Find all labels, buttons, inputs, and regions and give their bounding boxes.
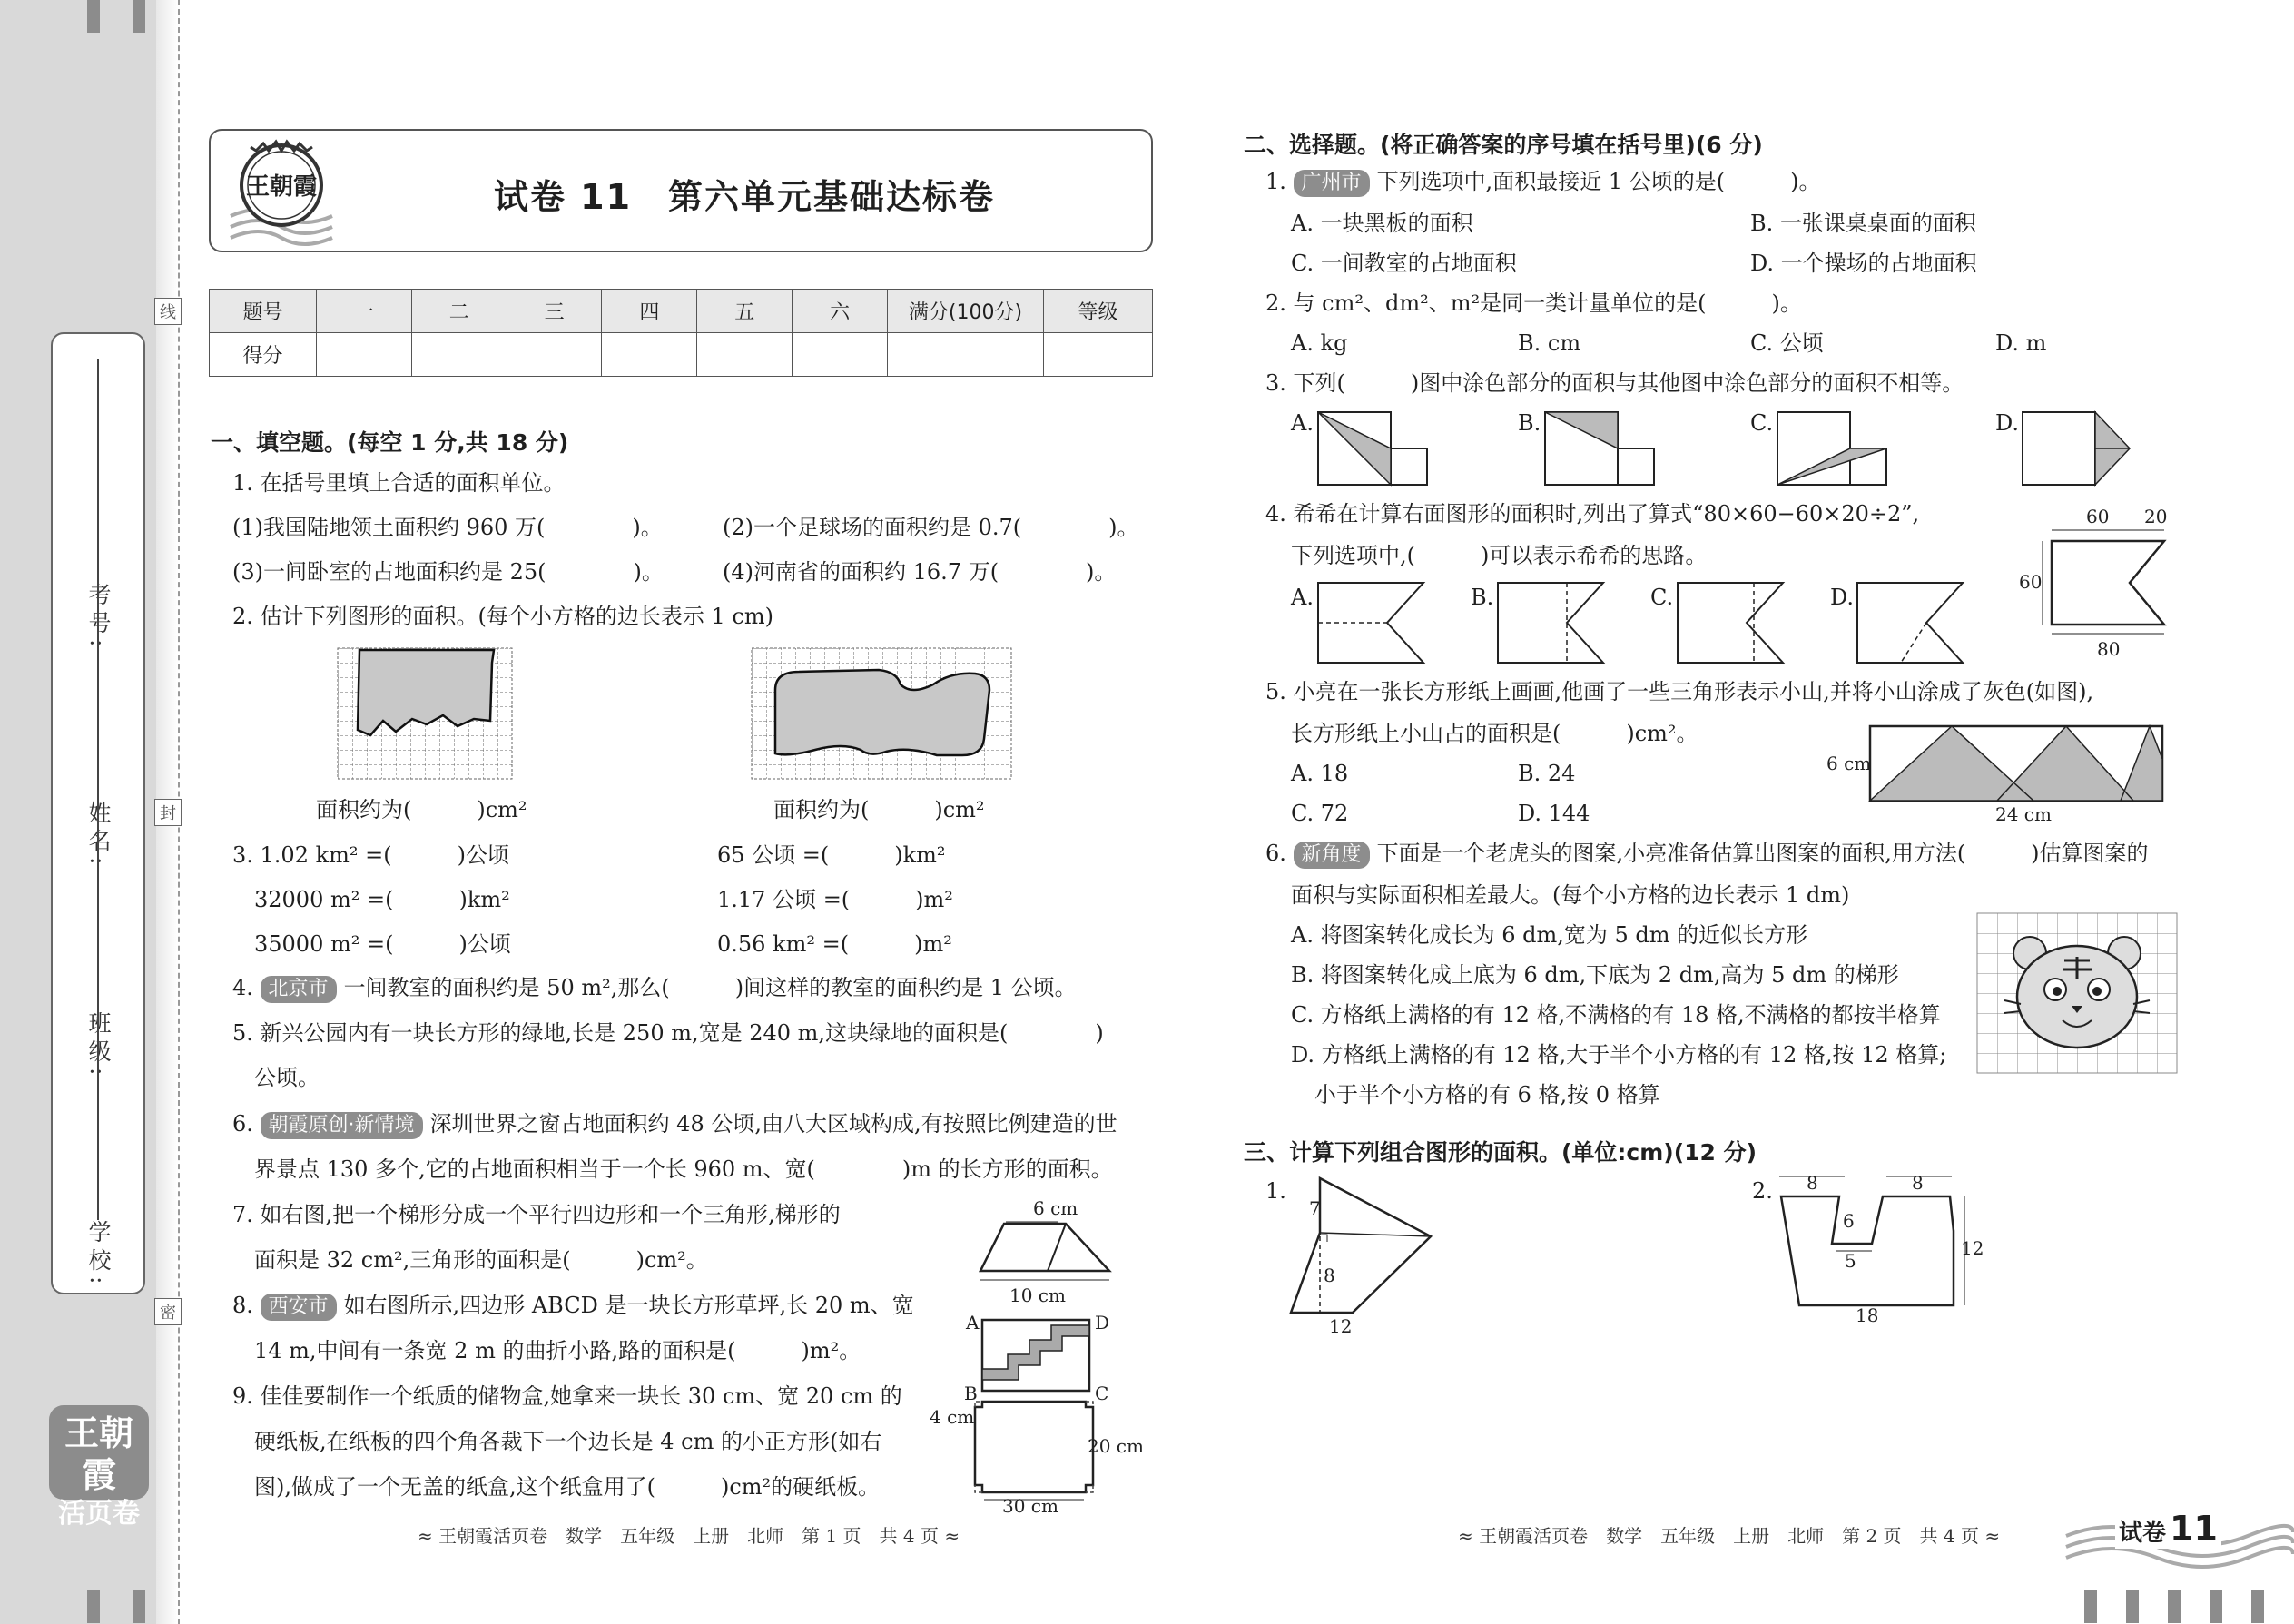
new-angle-tag: 新角度 [1294,842,1370,869]
choice-1: 1. 广州市 下列选项中,面积最接近 1 公顷的是( )。 [1265,169,1820,197]
svg-text:7: 7 [1309,1197,1321,1219]
choice-4-figure-a [1316,581,1431,666]
question-3-6: 0.56 km² =( )m² [717,931,952,957]
deco-bar [133,1590,145,1623]
section-1-title: 一、填空题。(每空 1 分,共 18 分) [211,429,569,456]
table-cell: 满分(100分) [888,290,1044,333]
svg-text:C: C [1095,1383,1109,1404]
choice-6-c[interactable]: C. 方格纸上满格的有 12 格,不满格的有 18 格,不满格的都按半格算 [1291,1002,1941,1028]
score-table-header-row [210,290,1153,333]
original-tag: 朝霞原创·新情境 [261,1112,423,1139]
region-tag: 西安市 [261,1294,337,1321]
choice-6-b[interactable]: B. 将图案转化成上底为 6 dm,下底为 2 dm,高为 5 dm 的梯形 [1291,962,1899,988]
choice-3-b[interactable]: B. [1518,410,1541,436]
problem-2-number: 2. [1752,1178,1773,1204]
table-cell: 三 [507,290,602,333]
choice-3: 3. 下列( )图中涂色部分的面积与其他图中涂色部分的面积不相等。 [1265,370,1964,396]
score-table [209,289,1153,377]
question-3-1: 3. 1.02 km² =( )公顷 [232,842,509,868]
score-input-cell[interactable] [793,333,888,377]
q2-grid-figure-1 [338,648,512,779]
choice-3-d[interactable]: D. [1995,410,2020,436]
score-input-cell[interactable] [697,333,793,377]
question-1-3: (3)一间卧室的占地面积约是 25( )。 [232,559,664,585]
choice-6-d-line-2: 小于半个小方格的有 6 格,按 0 格算 [1314,1082,1660,1107]
svg-text:6: 6 [1843,1210,1855,1232]
choice-6-line-1: 6. 新角度 下面是一个老虎头的图案,小亮准备估算出图案的面积,用方法( )估算图案的 [1265,841,2149,869]
score-input-cell[interactable] [1044,333,1153,377]
choice-5-b[interactable]: B. 24 [1518,761,1576,786]
question-6-line-1: 6. 朝霞原创·新情境 深圳世界之窗占地面积约 48 公顷,由八大区域构成,有按照比例建造的世 [232,1111,1117,1139]
svg-text:8: 8 [1912,1172,1924,1194]
question-1: 1. 在括号里填上合适的面积单位。 [232,470,566,496]
svg-text:10 cm: 10 cm [1009,1284,1066,1306]
q2-answer-2: 面积约为( )cm² [773,797,985,822]
left-page-footer: ≈ 王朝霞活页卷 数学 五年级 上册 北师 第 1 页 共 4 页 ≈ [418,1525,960,1547]
q8-rectangle-figure [962,1307,1127,1402]
choice-5-line-1: 5. 小亮在一张长方形纸上画画,他画了一些三角形表示小山,并将小山涂成了灰色(如图), [1265,679,2094,704]
class-field[interactable]: 班级: [56,781,140,1080]
svg-text:4 cm: 4 cm [930,1406,975,1428]
choice-4-figure-c [1676,581,1790,666]
region-tag: 广州市 [1294,170,1370,197]
deco-bar [2251,1590,2264,1623]
choice-4-c[interactable]: C. [1650,585,1674,610]
question-9-line-2: 硬纸板,在纸板的四个角各裁下一个边长是 4 cm 的小正方形(如右 [254,1429,882,1454]
choice-5-line-2: 长方形纸上小山占的面积是( )cm²。 [1291,721,1698,746]
choice-3-figure-c [1776,410,1890,487]
q7-trapezoid-figure [966,1196,1138,1305]
choice-2-c[interactable]: C. 公顷 [1750,330,1824,356]
choice-5-d[interactable]: D. 144 [1518,801,1590,826]
table-cell: 等级 [1044,290,1153,333]
table-cell: 六 [793,290,888,333]
seal-line-mark: 线 [154,298,182,325]
region-tag: 北京市 [261,976,337,1003]
svg-text:12: 12 [1961,1237,1984,1259]
q9-cardboard-figure [928,1398,1146,1517]
question-4: 4. 北京市 一间教室的面积约是 50 m²,那么( )间这样的教室的面积约是 1 公顷。 [232,975,1077,1003]
svg-text:B: B [964,1383,978,1404]
section-3-title: 三、计算下列组合图形的面积。(单位:cm)(12 分) [1244,1139,1757,1166]
question-6-line-2: 界景点 130 多个,它的占地面积相当于一个长 960 m、宽( )m 的长方形的面积。 [254,1156,1113,1182]
question-5-line-2: 公顷。 [254,1065,320,1090]
svg-text:20 cm: 20 cm [1088,1435,1144,1457]
choice-3-figure-b [1543,410,1658,487]
table-cell: 二 [411,290,507,333]
svg-text:5: 5 [1845,1250,1856,1272]
choice-4-reference-figure [2015,505,2175,663]
question-7-line-2: 面积是 32 cm²,三角形的面积是( )cm²。 [254,1247,708,1273]
svg-text:60: 60 [2086,506,2110,527]
choice-4-figure-b [1496,581,1610,666]
choice-6-a[interactable]: A. 将图案转化成长为 6 dm,宽为 5 dm 的近似长方形 [1291,922,1808,948]
svg-text:8: 8 [1807,1172,1818,1194]
question-7-line-1: 7. 如右图,把一个梯形分成一个平行四边形和一个三角形,梯形的 [232,1202,841,1227]
svg-text:60: 60 [2019,571,2043,593]
choice-2-a[interactable]: A. kg [1291,330,1348,356]
q2-answer-1: 面积约为( )cm² [316,797,527,822]
choice-2-d[interactable]: D. m [1995,330,2047,356]
svg-text:A: A [966,1312,980,1334]
question-2: 2. 估计下列图形的面积。(每个小方格的边长表示 1 cm) [232,604,773,629]
choice-3-c[interactable]: C. [1750,410,1774,436]
table-cell: 一 [317,290,412,333]
choice-2: 2. 与 cm²、dm²、m²是同一类计量单位的是( )。 [1265,290,1802,316]
deco-bar [2210,1590,2222,1623]
choice-1-b[interactable]: B. 一张课桌桌面的面积 [1750,211,1976,236]
choice-3-figure-d [2021,410,2135,487]
question-1-1: (1)我国陆地领土面积约 960 万( )。 [232,515,663,540]
deco-bar [2126,1590,2139,1623]
score-input-cell[interactable] [602,333,697,377]
choice-4-d[interactable]: D. [1830,585,1855,610]
choice-5-mountains-figure [1825,723,2170,824]
choice-2-b[interactable]: B. cm [1518,330,1581,356]
question-1-2: (2)一个足球场的面积约是 0.7( )。 [723,515,1139,540]
table-cell: 得分 [210,333,317,377]
right-page-footer: ≈ 王朝霞活页卷 数学 五年级 上册 北师 第 2 页 共 4 页 ≈ [1458,1525,2001,1547]
question-8-line-2: 14 m,中间有一条宽 2 m 的曲折小路,路的面积是( )m²。 [254,1338,861,1363]
question-3-3: 32000 m² =( )km² [254,887,510,912]
table-cell: 四 [602,290,697,333]
choice-1-d[interactable]: D. 一个操场的占地面积 [1750,251,1977,276]
problem-1-composite-figure [1280,1171,1434,1340]
svg-text:6 cm: 6 cm [1826,753,1872,774]
score-input-cell[interactable] [317,333,412,377]
question-5-line-1: 5. 新兴公园内有一块长方形的绿地,长是 250 m,宽是 240 m,这块绿地的面积是( ) [232,1020,1104,1046]
svg-text:8: 8 [1324,1265,1335,1286]
deco-bar [2168,1590,2181,1623]
choice-3-a[interactable]: A. [1291,410,1314,436]
svg-text:80: 80 [2097,638,2121,660]
choice-4-line-2: 下列选项中,( )可以表示希希的思路。 [1291,543,1708,568]
choice-6-d[interactable]: D. 方格纸上满格的有 12 格,大于半个小方格的有 12 格,按 12 格算; [1291,1042,1947,1068]
school-field[interactable]: 学校: [56,989,140,1289]
question-9-line-3: 图),做成了一个无盖的纸盒,这个纸盒用了( )cm²的硬纸板。 [254,1474,881,1500]
seal-secret-mark: 密 [154,1298,182,1325]
choice-3-figure-a [1316,410,1431,487]
choice-4-b[interactable]: B. [1471,585,1494,610]
choice-4-figure-d [1856,581,1970,666]
svg-text:D: D [1095,1312,1110,1334]
wangzhaoxia-logo [223,133,340,249]
question-3-5: 35000 m² =( )公顷 [254,931,511,957]
problem-1-number: 1. [1265,1178,1286,1204]
svg-text:王朝霞: 王朝霞 [245,173,318,201]
tiger-head-figure [1977,913,2177,1073]
deco-bar [133,0,145,33]
question-3-2: 65 公顷 =( )km² [717,842,946,868]
choice-1-a[interactable]: A. 一块黑板的面积 [1291,211,1473,236]
page-title: 试卷 11 第六单元基础达标卷 [493,177,996,217]
seal-seal-mark: 封 [154,799,182,826]
question-8-line-1: 8. 西安市 如右图所示,四边形 ABCD 是一块长方形草坪,长 20 m、宽 [232,1293,914,1321]
score-table-score-row [210,333,1153,377]
svg-text:12: 12 [1329,1315,1353,1337]
svg-text:20: 20 [2144,506,2168,527]
svg-text:30 cm: 30 cm [1002,1495,1058,1517]
choice-5-c[interactable]: C. 72 [1291,801,1349,826]
page-label: 试卷 11 [2115,1509,2221,1549]
score-input-cell[interactable] [888,333,1044,377]
choice-4-line-1: 4. 希希在计算右面图形的面积时,列出了算式“80×60−60×20÷2”, [1265,501,1920,527]
svg-text:18: 18 [1856,1304,1879,1326]
brand-badge: 王朝霞 活页卷 [49,1405,149,1500]
exam-number-field[interactable]: 考号: [56,352,140,652]
svg-text:6 cm: 6 cm [1033,1197,1078,1219]
deco-bar [2084,1590,2097,1623]
deco-bar [87,1590,100,1623]
table-cell: 题号 [210,290,317,333]
choice-5-a[interactable]: A. 18 [1291,761,1349,786]
question-9-line-1: 9. 佳佳要制作一个纸质的储物盒,她拿来一块长 30 cm、宽 20 cm 的 [232,1383,902,1409]
choice-4-a[interactable]: A. [1291,585,1314,610]
q2-grid-figure-2 [752,648,1011,779]
table-cell: 五 [697,290,793,333]
choice-6-line-2: 面积与实际面积相差最大。(每个小方格的边长表示 1 dm) [1291,882,1850,908]
svg-text:24 cm: 24 cm [1995,803,2052,825]
question-3-4: 1.17 公顷 =( )m² [717,887,953,912]
problem-2-composite-figure [1776,1171,1984,1325]
score-input-cell[interactable] [411,333,507,377]
name-field[interactable]: 姓名: [56,570,140,870]
score-input-cell[interactable] [507,333,602,377]
section-2-title: 二、选择题。(将正确答案的序号填在括号里)(6 分) [1244,132,1763,158]
deco-bar [87,0,100,33]
question-1-4: (4)河南省的面积约 16.7 万( )。 [723,559,1117,585]
choice-1-c[interactable]: C. 一间教室的占地面积 [1291,251,1517,276]
